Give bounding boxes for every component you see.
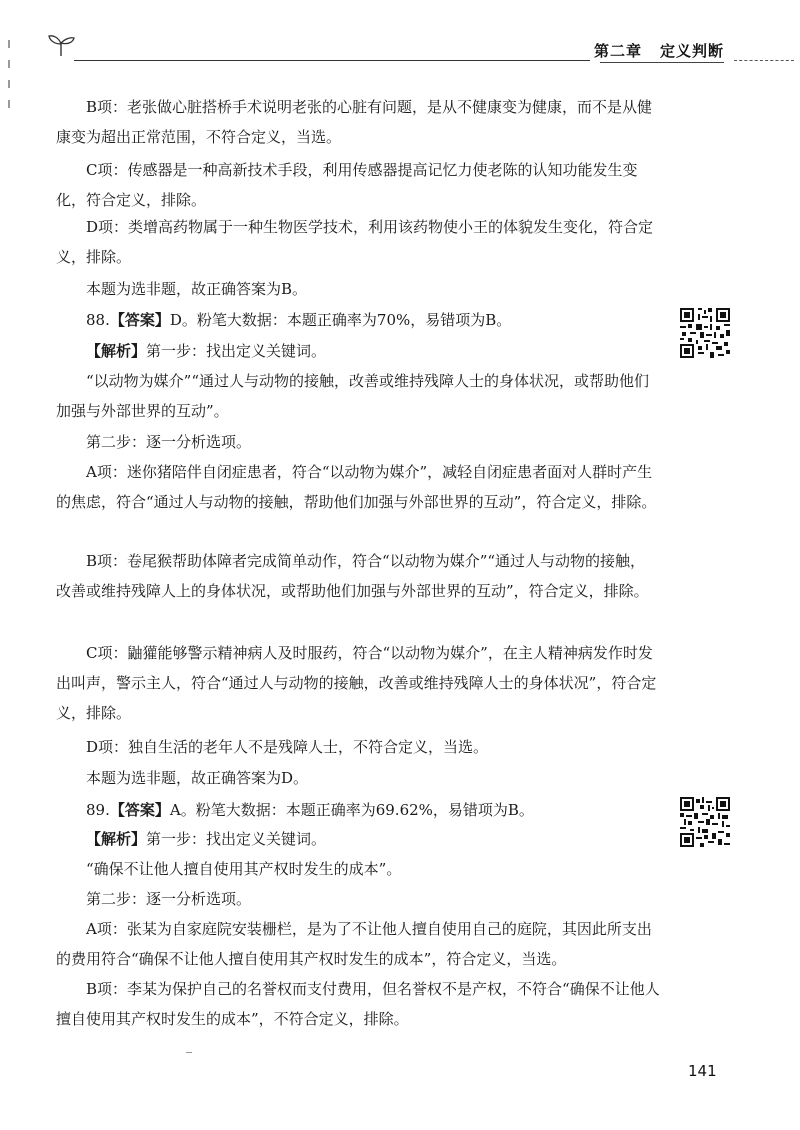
analysis-label: 【解析】 [86, 342, 147, 360]
sprout-icon [46, 32, 76, 58]
paragraph: D项：独自生活的老年人不是残障人士，不符合定义，当选。 [86, 738, 489, 756]
paragraph: B项：李某为保护自己的名誉权而支付费用，但名誉权不是产权，不符合“确保不让他人擅自使用其产权时发生的成本”，不符合定义，排除。 [56, 980, 660, 1028]
stray-mark [186, 1052, 192, 1053]
paragraph: C项：传感器是一种高新技术手段，利用传感器提高记忆力使老陈的认知功能发生变化，符合定义，排除。 [56, 161, 638, 209]
answer-label: 【答案】 [109, 801, 170, 819]
chapter-heading [594, 40, 724, 61]
chapter-title: 定义判断 [659, 42, 724, 60]
binding-edge-marks [8, 40, 12, 120]
paragraph: B项：老张做心脏搭桥手术说明老张的心脏有问题，是从不健康变为健康，而不是从健康变为超出正常范围，不符合定义，当选。 [56, 98, 653, 146]
page-header [0, 0, 800, 80]
answer-88: 88.【答案】D。粉笔大数据：本题正确率为70%，易错项为B。 [86, 311, 512, 329]
header-rule [74, 60, 590, 61]
analysis-label: 【解析】 [86, 830, 147, 848]
analysis-89: 【解析】第一步：找出定义关键词。 [86, 830, 327, 848]
qr-code-icon [680, 308, 730, 358]
paragraph: 本题为选非题，故正确答案为B。 [86, 280, 308, 298]
paragraph: A项：迷你猪陪伴自闭症患者，符合“以动物为媒介”，减轻自闭症患者面对人群时产生的焦虑，符合“通过人与动物的接触，帮助他们加强与外部世界的互动”，符合定义，排除。 [56, 463, 657, 511]
page-number: 141 [688, 1062, 717, 1080]
paragraph: 本题为选非题，故正确答案为D。 [86, 769, 309, 787]
paragraph: 第二步：逐一分析选项。 [86, 433, 252, 451]
qr-code-icon [680, 797, 730, 847]
header-dashed-rule [734, 60, 794, 61]
paragraph: C项：鼬獾能够警示精神病人及时服药，符合“以动物为媒介”，在主人精神病发作时发出叫声，警示主人，符合“通过人与动物的接触，改善或维持残障人士的身体状况”，符合定义，排除。 [56, 644, 657, 722]
paragraph: “以动物为媒介”“通过人与动物的接触，改善或维持残障人士的身体状况，或帮助他们加强与外部世界的互动”。 [56, 372, 650, 420]
chapter-underline [600, 62, 724, 63]
paragraph: 第二步：逐一分析选项。 [86, 890, 252, 908]
answer-label: 【答案】 [109, 311, 170, 329]
paragraph: A项：张某为自家庭院安装栅栏，是为了不让他人擅自使用自己的庭院，其因此所支出的费用符合“确保不让他人擅自使用其产权时发生的成本”，符合定义，当选。 [56, 920, 652, 968]
paragraph: “确保不让他人擅自使用其产权时发生的成本”。 [86, 860, 402, 878]
analysis-88: 【解析】第一步：找出定义关键词。 [86, 342, 327, 360]
answer-89: 89.【答案】A。粉笔大数据：本题正确率为69.62%，易错项为B。 [86, 801, 534, 819]
chapter-number: 第二章 [593, 42, 642, 60]
paragraph: D项：类增高药物属于一种生物医学技术，利用该药物使小王的体貌发生变化，符合定义，排除。 [56, 218, 654, 266]
paragraph: B项：卷尾猴帮助体障者完成简单动作，符合“以动物为媒介”“通过人与动物的接触，改善或维持残障人上的身体状况，或帮助他们加强与外部世界的互动”，符合定义，排除。 [56, 552, 649, 600]
